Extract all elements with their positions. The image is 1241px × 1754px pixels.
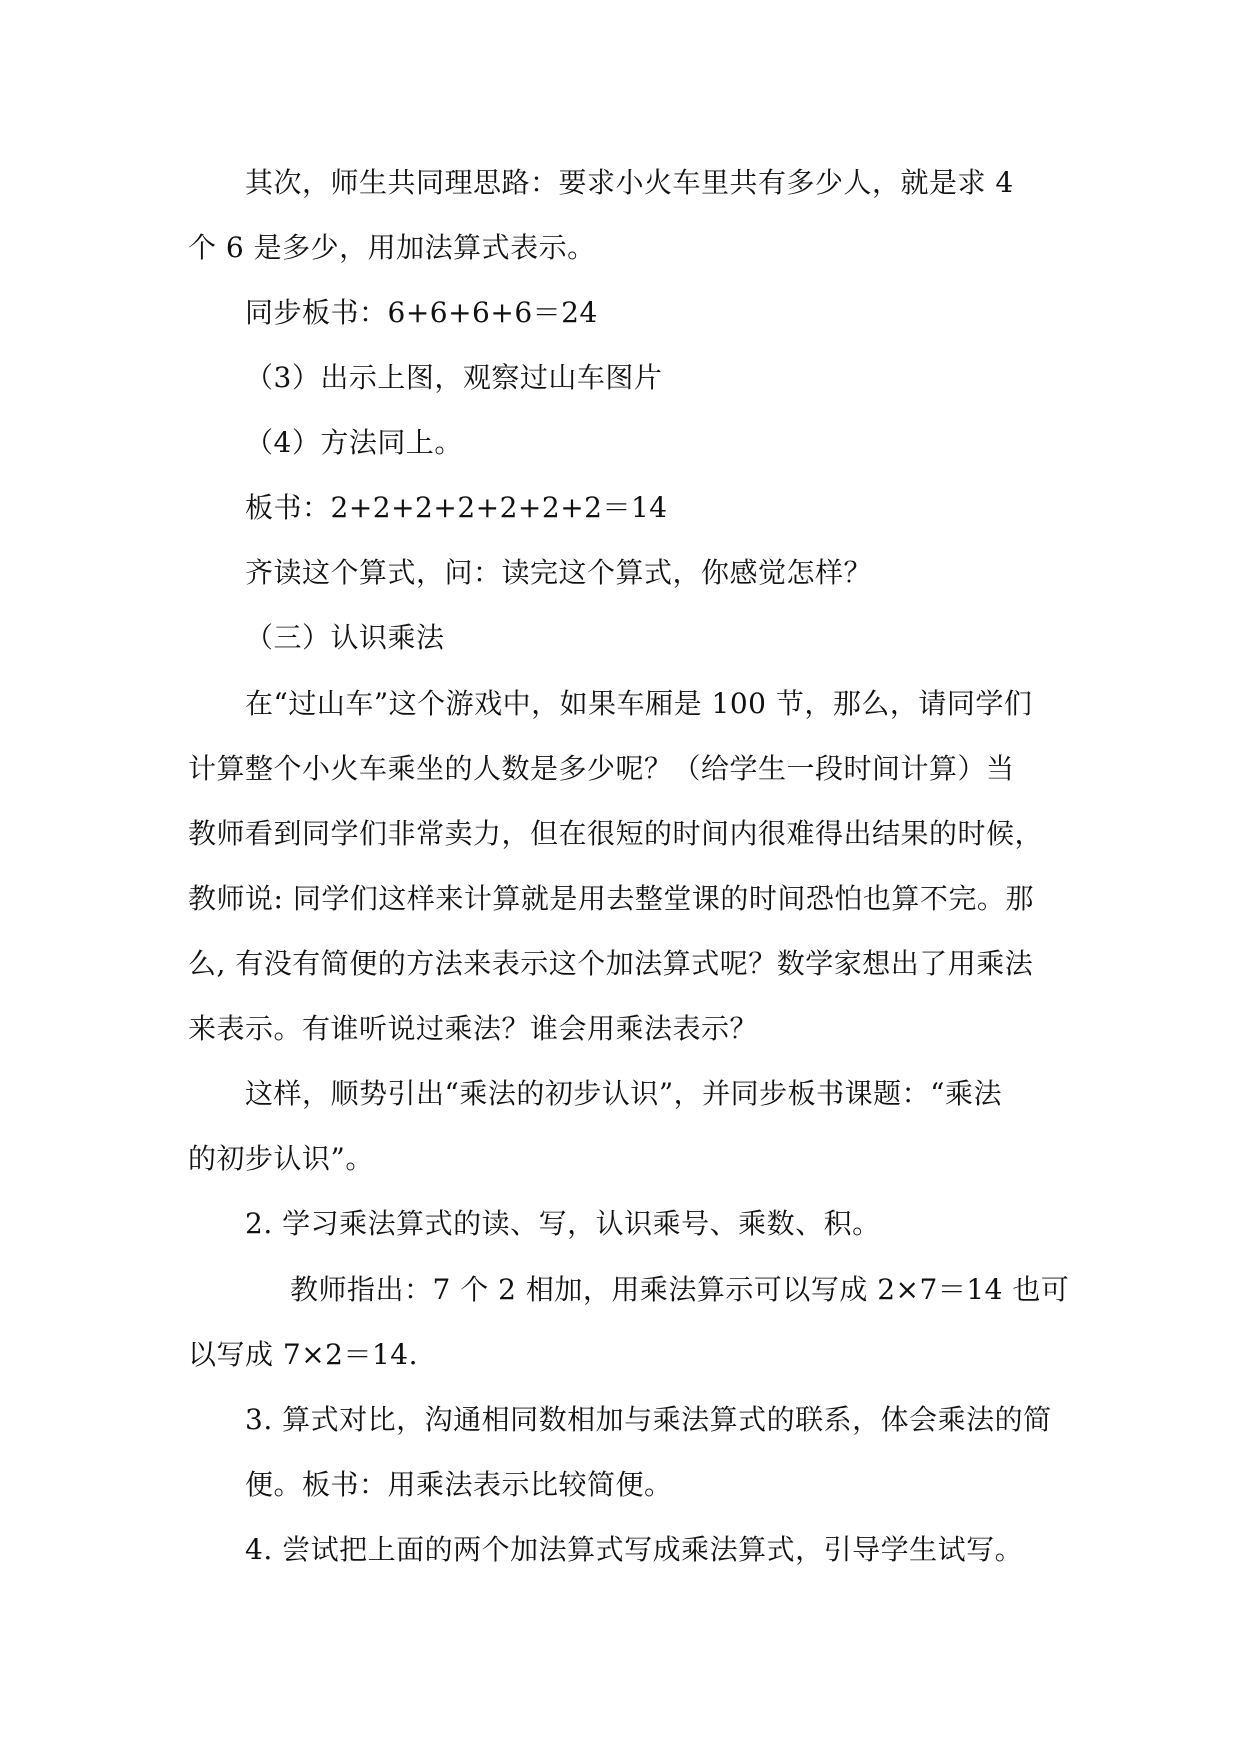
- text-line: 板书：2+2+2+2+2+2+2＝14: [245, 491, 668, 524]
- text-line: 在“过山车”这个游戏中，如果车厢是 100 节，那么，请同学们: [245, 687, 1033, 720]
- text-line: 个 6 是多少，用加法算式表示。: [188, 231, 596, 264]
- text-line: 么, 有没有简便的方法来表示这个加法算式呢？数学家想出了用乘法: [188, 947, 1034, 980]
- text-line: （4）方法同上。: [245, 426, 463, 459]
- text-line: 以写成 7×2＝14.: [188, 1338, 419, 1371]
- text-line: 2. 学习乘法算式的读、写，认识乘号、乘数、积。: [245, 1207, 881, 1240]
- text-line: 4. 尝试把上面的两个加法算式写成乘法算式，引导学生试写。: [245, 1533, 1024, 1566]
- text-line: 教师说: 同学们这样来计算就是用去整堂课的时间恐怕也算不完。那: [188, 882, 1034, 915]
- section-heading: （三）认识乘法: [245, 621, 445, 654]
- text-line: 计算整个小火车乘坐的人数是多少呢？（给学生一段时间计算）当: [188, 752, 1015, 785]
- text-line: 同步板书：6+6+6+6＝24: [245, 296, 598, 329]
- text-line: 3. 算式对比，沟通相同数相加与乘法算式的联系，体会乘法的简: [245, 1403, 1052, 1436]
- text-line: 教师看到同学们非常卖力，但在很短的时间内很难得出结果的时候，: [188, 817, 1044, 850]
- text-line: 这样，顺势引出“乘法的初步认识”，并同步板书课题：“乘法: [245, 1077, 1002, 1110]
- text-line: 教师指出：7 个 2 相加，用乘法算示可以写成 2×7＝14 也可: [290, 1273, 1070, 1306]
- text-line: 的初步认识”。: [188, 1142, 374, 1175]
- text-line: 齐读这个算式，问：读完这个算式，你感觉怎样？: [245, 556, 873, 589]
- text-line: （3）出示上图，观察过山车图片: [245, 361, 663, 394]
- text-line: 来表示。有谁听说过乘法？谁会用乘法表示？: [188, 1012, 759, 1045]
- text-line: 便。板书：用乘法表示比较简便。: [245, 1468, 673, 1501]
- text-line: 其次，师生共同理思路：要求小火车里共有多少人，就是求 4: [245, 166, 1014, 199]
